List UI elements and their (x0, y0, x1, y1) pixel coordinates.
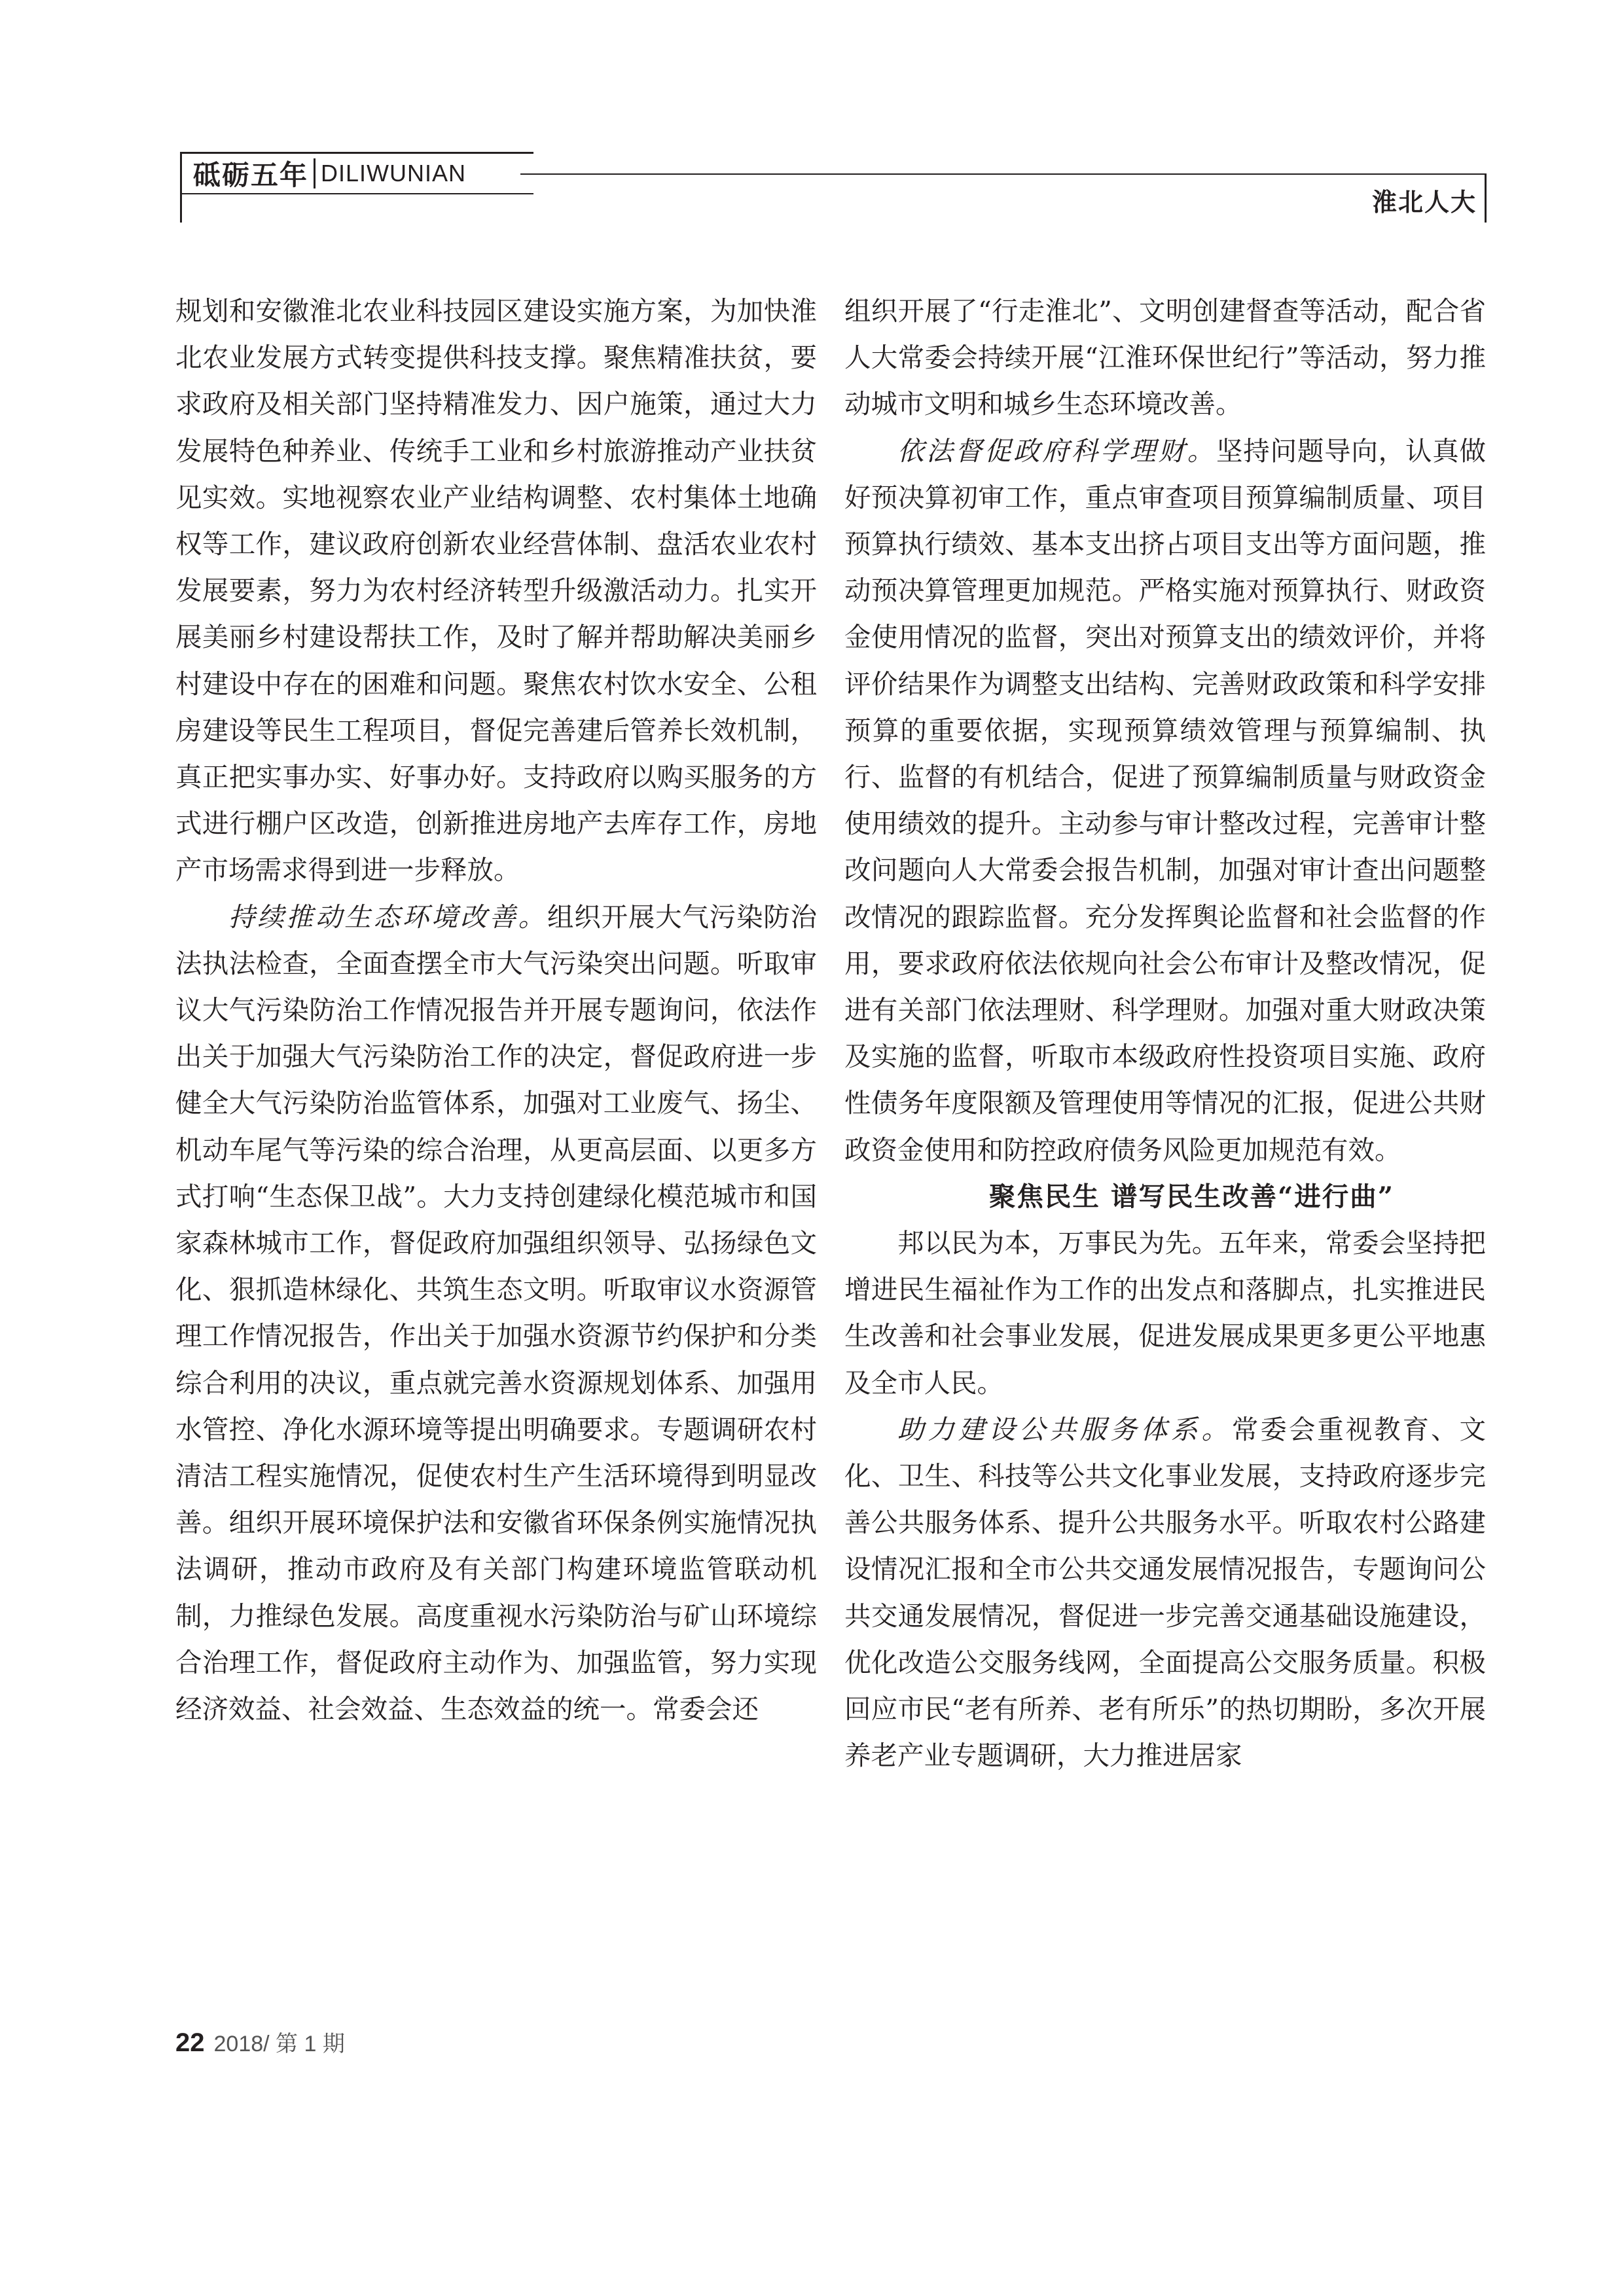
right-paragraph-3: 邦以民为本，万事民为先。五年来，常委会坚持把增进民生福祉作为工作的出发点和落脚点，扎实推进民生改善和社会事业发展，促进发展成果更多更公平地惠及全市人民。 (844, 1227, 1486, 1399)
right-paragraph-4 (844, 1407, 1486, 1780)
section-heading: 聚焦民生 谱写民生改善“进行曲” (988, 1180, 1395, 1212)
right-paragraph-2-body: 坚持问题导向，认真做好预决算初审工作，重点审查项目预算编制质量、项目预算执行绩效、基本支出挤占项目支出等方面问题，推动预决算管理更加规范。严格实施对预算执行、财政资金使用情况的监督，突出对预算支出的绩效评价，并将评价结果作为调整支出结构、完善财政政策和科学安排预算的重要依据，实现预算绩效管理与预算编制、执行、监督的有机结合，促进了预算编制质量与财政资金使用绩效的提升。主动参与审计整改过程，完善审计整改问题向人大常委会报告机制，加强对审计查出问题整改情况的跟踪监督。充分发挥舆论监督和社会监督的作用，要求政府依法依规向社会公布审计及整改情况，促进有关部门依法理财、科学理财。加强对重大财政决策及实施的监督，听取市本级政府性投资项目实施、政府性债务年度限额及管理使用等情况的汇报，促进公共财政资金使用和防控政府债务风险更加规范有效。 (844, 435, 1487, 1166)
left-column (175, 288, 817, 1732)
page-footer (175, 2026, 345, 2058)
page-number: 22 (175, 2028, 205, 2057)
right-paragraph-2 (844, 428, 1486, 1174)
column-header (180, 152, 533, 194)
header-right-rule (1485, 173, 1487, 223)
publication-name: 淮北人大 (1371, 188, 1477, 217)
right-column (844, 288, 1486, 1780)
left-paragraph-1: 规划和安徽淮北农业科技园区建设实施方案，为加快淮北农业发展方式转变提供科技支撑。聚焦精准扶贫，要求政府及相关部门坚持精准发力、因户施策，通过大力发展特色种养业、传统手工业和乡村旅游推动产业扶贫见实效。实地视察农业产业结构调整、农村集体土地确权等工作，建议政府创新农业经营体制、盘活农业农村发展要素，努力为农村经济转型升级激活动力。扎实开展美丽乡村建设帮扶工作，及时了解并帮助解决美丽乡村建设中存在的困难和问题。聚焦农村饮水安全、公租房建设等民生工程项目，督促完善建后管养长效机制，真正把实事办实、好事办好。支持政府以购买服务的方式进行棚户区改造，创新推进房地产去库存工作，房地产市场需求得到进一步释放。 (175, 295, 817, 886)
header-rule (520, 173, 1487, 175)
column-title-latin: DILIWUNIAN (321, 160, 467, 187)
right-paragraph-1: 组织开展了“行走淮北”、文明创建督查等活动，配合省人大常委会持续开展“江淮环保世纪行”等活动，努力推动城市文明和城乡生态环境改善。 (844, 295, 1486, 420)
right-paragraph-4-body: 常委会重视教育、文化、卫生、科技等公共文化事业发展，支持政府逐步完善公共服务体系、提升公共服务水平。听取农村公路建设情况汇报和全市公共交通发展情况报告，专题询问公共交通发展情况，督促进一步完善交通基础设施建设，优化改造公交服务线网，全面提高公交服务质量。积极回应市民“老有所养、老有所乐”的热切期盼，多次开展养老产业专题调研，大力推进居家 (844, 1413, 1487, 1772)
subheading-finance: 依法督促政府科学理财。 (897, 435, 1217, 467)
subheading-ecology: 持续推动生态环境改善。 (228, 901, 548, 933)
column-title: 砥砺五年 (193, 159, 309, 191)
left-paragraph-2-body: 组织开展大气污染防治法执法检查，全面查摆全市大气污染突出问题。听取审议大气污染防治工作情况报告并开展专题询问，依法作出关于加强大气污染防治工作的决定，督促政府进一步健全大气污染防治监管体系，加强对工业废气、扬尘、机动车尾气等污染的综合治理，从更高层面、以更多方式打响“生态保卫战”。大力支持创建绿化模范城市和国家森林城市工作，督促政府加强组织领导、弘扬绿色文化、狠抓造林绿化、共筑生态文明。听取审议水资源管理工作情况报告，作出关于加强水资源节约保护和分类综合利用的决议，重点就完善水资源规划体系、加强用水管控、净化水源环境等提出明确要求。专题调研农村清洁工程实施情况，促使农村生产生活环境得到明显改善。组织开展环境保护法和安徽省环保条例实施情况执法调研，推动市政府及有关部门构建环境监管联动机制，力推绿色发展。高度重视水污染防治与矿山环境综合治理工作，督促政府主动作为、加强监管，努力实现经济效益、社会效益、生态效益的统一。常委会还 (175, 901, 818, 1725)
header-separator (314, 158, 316, 188)
left-paragraph-2 (175, 894, 817, 1733)
subheading-public-service: 助力建设公共服务体系。 (897, 1413, 1232, 1445)
issue-label: 2018/ 第 1 期 (213, 2032, 345, 2056)
